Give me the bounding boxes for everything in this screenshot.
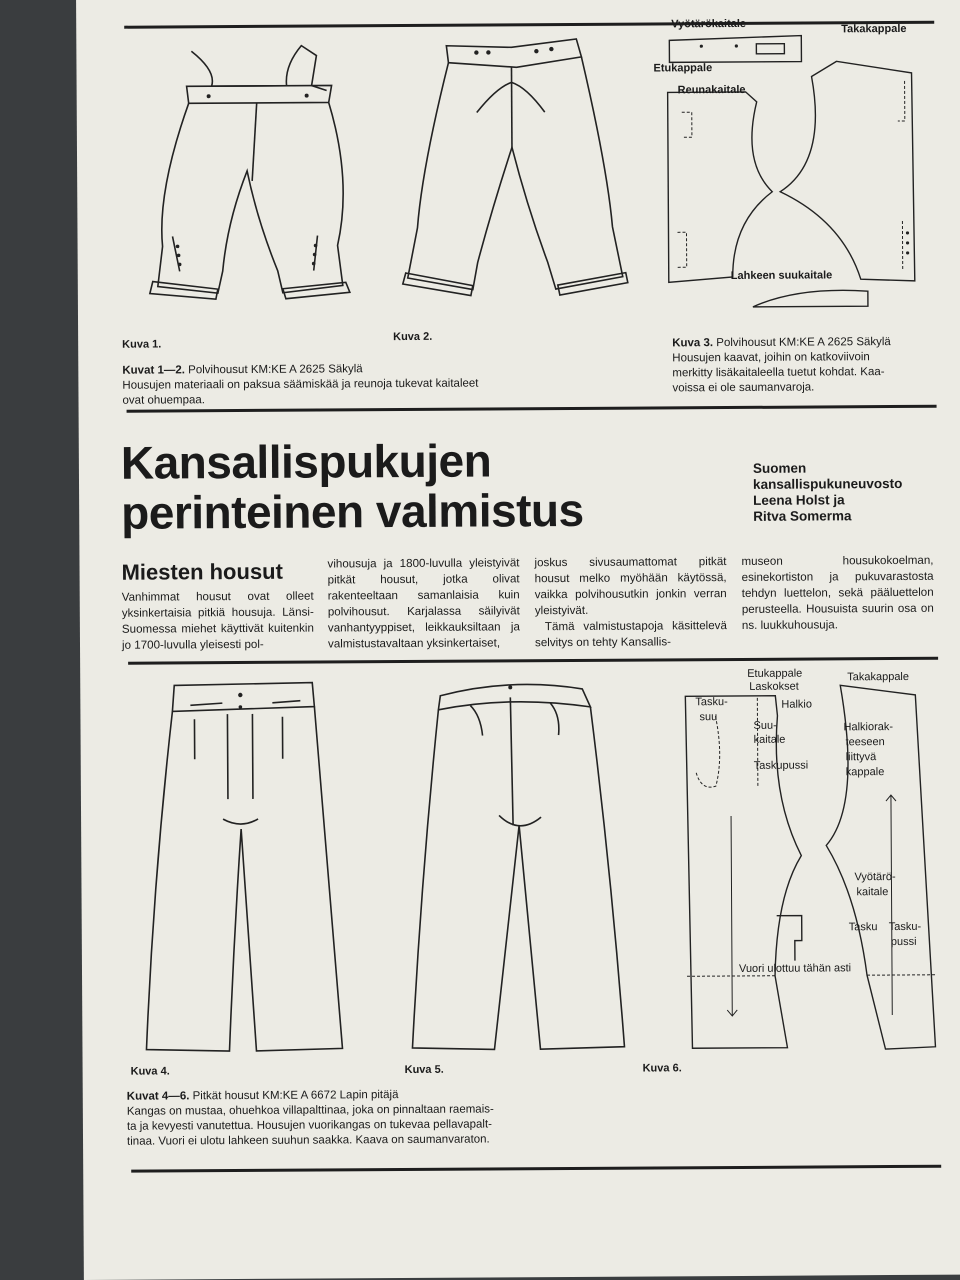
label-laskokset: Laskokset (749, 680, 799, 693)
kuvat46-line2: Kangas on mustaa, ohuehkoa villapalttinaa, joka on pinnaltaan raemais- (126, 1103, 494, 1118)
label-vuori: Vuori ulottuu tähän asti (738, 962, 852, 975)
label-vyotarokaitale: Vyötärökaitale (671, 17, 747, 31)
kuva5-label: Kuva 5. (404, 1063, 444, 1077)
figure-2-knee-breeches-back (376, 27, 648, 309)
kuvat12-line3: ovat ohuempaa. (122, 394, 206, 407)
kuvat46-line4: tinaa. Vuori ei ulotu lahkeen suuhun saakka. Kaava on saumanvaraton. (126, 1133, 490, 1148)
mid-rule-2 (128, 657, 938, 665)
label-taskupussi: Taskupussi (753, 759, 809, 772)
column-4: museon housukokoelman, esinekortiston ja pukuvarastosta tehdyn luettelon, sekä pääluettelon perusteella. Housuista suurin osa on ns. luukkuhousuja. (741, 553, 934, 632)
label-etukappale: Etukappale (653, 62, 713, 75)
label-halkiorak-2: teeseen (845, 736, 885, 749)
column-3-para-2: Tämä valmistustapoja käsittelevä selvitys on tehty Kansallis- (534, 619, 727, 650)
label-taskupussi-2a: Tasku- (888, 920, 922, 934)
kuva1-label: Kuva 1. (122, 338, 162, 351)
kuvat46-line3: ta ja kevyesti vanutettua. Housujen vuorikangas on tukevaa pellavapalt- (126, 1118, 493, 1133)
label-etukappale-2: Etukappale (747, 667, 803, 680)
kuvat12-line1: Polvihousut KM:KE A 2625 Säkylä (188, 363, 363, 377)
label-suu-1: Suu- (753, 719, 777, 732)
magazine-page (76, 0, 960, 1280)
figure-6-pattern-pieces (675, 667, 947, 1057)
kuva6-label: Kuva 6. (642, 1062, 682, 1075)
label-halkiorak-4: kappale (845, 766, 885, 779)
label-halkio: Halkio (781, 698, 812, 711)
kuva3-bold: Kuva 3. (672, 337, 714, 350)
kuva3-caption (672, 335, 932, 397)
kuva3-line4: voissa ei ole saumanvaroja. (672, 381, 815, 395)
label-taskupussi-2b: pussi (890, 935, 917, 949)
bottom-rule (131, 1165, 941, 1173)
authors-line-4: Ritva Somerma (753, 508, 852, 524)
figure-3-pattern-pieces (653, 17, 933, 323)
label-halkiorak-1: Halkiorak- (843, 721, 894, 734)
kuvat12-bold: Kuvat 1—2. (122, 364, 186, 377)
title-line-1: Kansallispukujen (120, 434, 492, 489)
label-halkiorak-3: liittyvä (845, 751, 877, 764)
kuvat46-bold: Kuvat 4—6. (126, 1090, 190, 1103)
authors-line-3: Leena Holst ja (753, 492, 845, 508)
column-2: vihousuja ja 1800-luvulla yleistyivät pitkät housut, jotka olivat rakenteeltaan samanlaisia kuin polvihousut. Karjalassa säilyivät vanhantyyppiset, leikkauksiltaan ja valmistustavaltaan yksinkertaiset, (327, 556, 520, 651)
column-1: Vanhimmat housut ovat olleet yksinkertaisia pitkiä housuja. Länsi-Suomessa miehet käyttivät kuitenkin jo 1700-luvulla yleisesti pol- (121, 589, 314, 652)
label-lahkeen-suukaitale: Lahkeen suukaitale (730, 269, 833, 283)
authors-line-2: kansallispukuneuvosto (752, 475, 903, 492)
kuvat46-caption (127, 1087, 597, 1150)
label-vyotaro-1: Vyötärö- (854, 871, 896, 884)
label-vyotaro-2: kaitale (856, 886, 889, 899)
kuvat46-line1: Pitkät housut KM:KE A 6672 Lapin pitäjä (192, 1089, 399, 1103)
article-title (121, 435, 584, 538)
authors-line-1: Suomen (752, 460, 807, 476)
label-suu-2: kaitale (753, 733, 786, 746)
kuva3-line1: Polvihousut KM:KE A 2625 Säkylä (716, 336, 891, 350)
figure-1-knee-breeches-front (116, 30, 368, 312)
kuvat12-caption (122, 361, 542, 409)
label-takakappale: Takakappale (841, 22, 907, 36)
title-line-2: perinteinen valmistus (121, 483, 584, 539)
authors (753, 460, 903, 525)
label-taskusuu-1: Tasku- (695, 696, 728, 709)
section-heading: Miesten housut (121, 558, 283, 585)
kuvat12-line2: Housujen materiaali on paksua säämiskää ja reunoja tukevat kaitaleet (122, 377, 479, 392)
kuva2-label: Kuva 2. (393, 330, 433, 344)
column-3-para-1: joskus sivusaumattomat pitkät housut melko myöhään käytössä, vaikka polvihousutkin jonkin verran yleistyivät. (534, 555, 727, 618)
label-tasku: Tasku (848, 921, 878, 934)
column-3 (534, 554, 727, 651)
label-taskusuu-2: suu (699, 711, 718, 724)
label-takakappale-2: Takakappale (847, 670, 910, 684)
kuva4-label: Kuva 4. (130, 1065, 170, 1078)
figure-5-trousers-back (400, 675, 642, 1056)
kuva3-line3: merkitty lisäkaitaleella tuetut kohdat. Kaa- (672, 366, 885, 380)
figure-4-trousers-front (122, 678, 364, 1059)
kuva3-line2: Housujen kaavat, joihin on katkoviivoin (672, 351, 870, 365)
label-reunakaitale: Reunakaitale (677, 83, 746, 97)
